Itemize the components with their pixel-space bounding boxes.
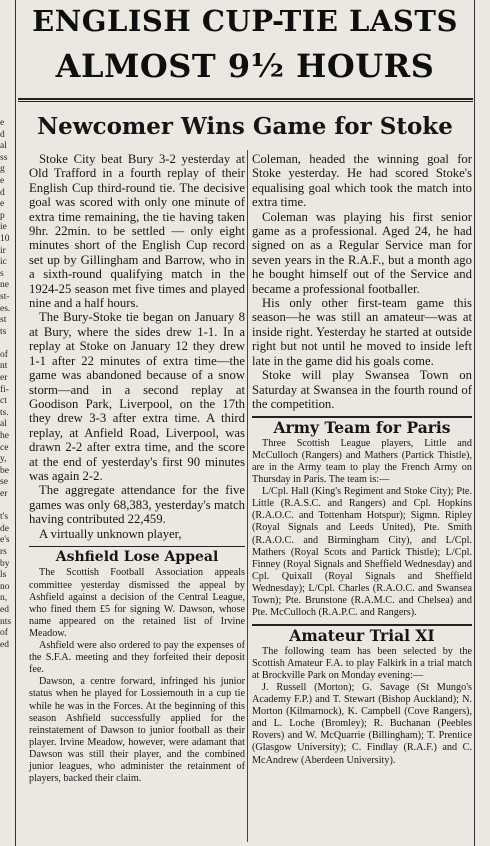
fragment-text: he bbox=[0, 431, 9, 442]
fragment-text: er bbox=[0, 373, 8, 384]
fragment-text: y, bbox=[0, 454, 7, 465]
fragment-text: d bbox=[0, 129, 5, 140]
fragment-text: e bbox=[0, 118, 5, 128]
fragment-text: ss bbox=[0, 152, 8, 163]
fragment-text: ts. bbox=[0, 407, 9, 418]
fragment-text: of bbox=[0, 628, 8, 639]
fragment-text: ct bbox=[0, 396, 7, 407]
story-paragraph: His only other first-team game this season—he was still an amateur—was at inside right. Yesterday he started at outside right but not until he moved to inside left late in the game did his goals come. bbox=[252, 296, 472, 368]
fragment-text: al bbox=[0, 419, 7, 430]
story-paragraph: Stoke City beat Bury 3-2 yesterday at Old Trafford in a fourth replay of their English Cup third-round tie. The decisive goal was scored with only one minute of extra time remaining, the tie having taken 9hr. 22min. to be settled — only eight minutes short of the English Cup record set up by Gillingham and Barrow, who in a sixth-round qualifying match in the 1924-25 season met five times and played nine and a half hours. bbox=[29, 152, 245, 311]
fragment-text: p bbox=[0, 210, 5, 221]
fragment-text: 10 bbox=[0, 233, 10, 244]
story-paragraph: Coleman was playing his first senior game as a professional. Aged 24, he had signed on as a Regular Service man for seven years in the R.A.F., but a month ago he bought himself out of the Service and became a professional footballer. bbox=[252, 209, 472, 296]
fragment-text: es. bbox=[0, 303, 11, 314]
fragment-text: ir bbox=[0, 245, 6, 256]
fragment-text: be bbox=[0, 465, 9, 476]
headline-line-1: ENGLISH CUP-TIE LASTS bbox=[32, 4, 458, 38]
amateur-paragraph: The following team has been selected by the Scottish Amateur F.A. to play Falkirk in a trial match at Brockville Park on Monday evening:— bbox=[252, 645, 472, 681]
fragment-text: n, bbox=[0, 593, 8, 604]
left-column-fragments bbox=[0, 118, 13, 651]
story-paragraph: The Bury-Stoke tie began on January 8 at Bury, where the sides drew 1-1. In a replay at Stoke on January 12 they drew 1-1 after 22 minutes of extra time—the game was abandoned because of a snow storm—and in a second replay at Goodison Park, Liverpool, on the 17th they drew 3-3 after extra time. A third replay, at Anfield Road, Liverpool, was drawn 2-2 after extra time, and the score at the end of yesterday's first 90 minutes was again 2-2. bbox=[29, 310, 245, 483]
army-heading: Army Team for Paris bbox=[273, 417, 451, 437]
headline-rule-thin bbox=[18, 101, 473, 102]
fragment-text: of bbox=[0, 349, 8, 360]
fragment-text bbox=[0, 338, 13, 350]
fragment-text: al bbox=[0, 141, 7, 152]
right-column bbox=[252, 152, 472, 767]
fragment-text: e bbox=[0, 199, 5, 210]
fragment-text: ne bbox=[0, 280, 9, 291]
right-column-rule bbox=[474, 0, 475, 846]
fragment-text: ed bbox=[0, 604, 9, 615]
fragment-text: s bbox=[0, 268, 4, 279]
fragment-text: nt bbox=[0, 361, 8, 372]
fragment-text: by bbox=[0, 558, 10, 569]
fragment-text: d bbox=[0, 187, 5, 198]
army-paragraph: L/Cpl. Hall (King's Regiment and Stoke City); Pte. Little (R.A.S.C. and Rangers) and Cpl. Hopkins (R.A.O.C. and Tottenham Hotspur); Sigmn. Ripley (Royal Signals and Leeds United), Pte. Smith (R.A.O.C. and Birmingham City), and L/Cpl. Mathers (Royal Scots and Partick Thistle); L/Cpl. Finney (Royal Signals and Sheffield Wednesday) and Cpl. Quixall (Royal Signals and Sheffield Wednesday); L/Cpl. Charles (R.A.O.C. and Swansea Town); Pte. Brunstone (R.A.M.C. and Chelsea) and Pte. McCulloch (R.A.P.C. and Rangers). bbox=[252, 486, 472, 619]
fragment-text: rs bbox=[0, 546, 7, 557]
story-paragraph: A virtually unknown player, bbox=[39, 526, 182, 541]
fragment-text: e's bbox=[0, 535, 10, 546]
fragment-text: fi- bbox=[0, 384, 9, 395]
fragment-text bbox=[0, 501, 13, 513]
fragment-text: ed bbox=[0, 639, 9, 650]
fragment-text: ic bbox=[0, 257, 7, 268]
left-column-rule bbox=[15, 0, 16, 846]
story-paragraph: The aggregate attendance for the five games was only 68,383, yesterday's match having contributed 22,459. bbox=[29, 483, 245, 527]
amateur-paragraph: J. Russell (Morton); G. Savage (St Mungo's Academy F.P.) and T. Stewart (Bishop Auckland); N. Morton (Kilmarnock), K. Campbell (Cove Rangers), and L. Loche (Bromley); R. Buchanan (Peebles Rovers) and W. McQuarrie (Billingham); T. Prentice (Glasgow University); C. Findlay (R.A.F.) and C. McAndrew (Aberdeen University). bbox=[252, 682, 472, 766]
fragment-text: g bbox=[0, 164, 5, 175]
army-paragraph: Three Scottish League players, Little and McCulloch (Rangers) and Mathers (Partick Thistle), are in the Army team to play the French Army on Thursday in Paris. The team is:— bbox=[252, 437, 472, 486]
fragment-text: ts bbox=[0, 326, 7, 337]
subheadline: Newcomer Wins Game for Stoke bbox=[37, 113, 453, 140]
ashfield-paragraph: The Scottish Football Association appeals committee yesterday dismissed the appeal by Ashfield against a decision of the Central League, who fined them £5 for signing W. Dawson, whose name appeared on the retained list of Irvine Meadow. bbox=[29, 567, 245, 639]
fragment-text: st bbox=[0, 315, 7, 326]
fragment-text: t's bbox=[0, 512, 9, 523]
fragment-text: e bbox=[0, 175, 5, 186]
story-paragraph: Coleman, headed the winning goal for Stoke yesterday. He had scored Stoke's equalising goal which took the match into extra time. bbox=[252, 152, 472, 210]
story-paragraph: Stoke will play Swansea Town on Saturday at Swansea in the fourth round of the competition. bbox=[252, 368, 472, 411]
fragment-text: er bbox=[0, 489, 8, 499]
column-divider bbox=[247, 150, 248, 842]
headline-rule bbox=[18, 98, 473, 100]
fragment-text: de bbox=[0, 523, 9, 534]
amateur-heading: Amateur Trial XI bbox=[289, 625, 435, 645]
ashfield-paragraph: Ashfield were also ordered to pay the expenses of the S.F.A. meeting and they forfeited their deposit fee. bbox=[29, 640, 245, 676]
left-column bbox=[29, 152, 245, 785]
fragment-text: se bbox=[0, 477, 8, 488]
fragment-text: nts bbox=[0, 616, 12, 627]
ashfield-paragraph: Dawson, a centre forward, infringed his junior status when he played for Lossiemouth in a cup tie while he was in the Forces. At the beginning of this season Ashfield successfully applied for the reinstatement of Dawson to junior football as their player. Irvine Meadow, however, were adamant that Dawson was still their player, and the combined junior leagues, who administer the retainment of players, backed their claim. bbox=[29, 676, 245, 785]
ashfield-heading: Ashfield Lose Appeal bbox=[55, 549, 219, 566]
fragment-text: no bbox=[0, 581, 10, 592]
headline-line-2: ALMOST 9½ HOURS bbox=[55, 47, 435, 85]
fragment-text: ie bbox=[0, 222, 7, 233]
fragment-text: ce bbox=[0, 442, 9, 453]
fragment-text: ls bbox=[0, 570, 7, 581]
fragment-text: st- bbox=[0, 291, 10, 302]
